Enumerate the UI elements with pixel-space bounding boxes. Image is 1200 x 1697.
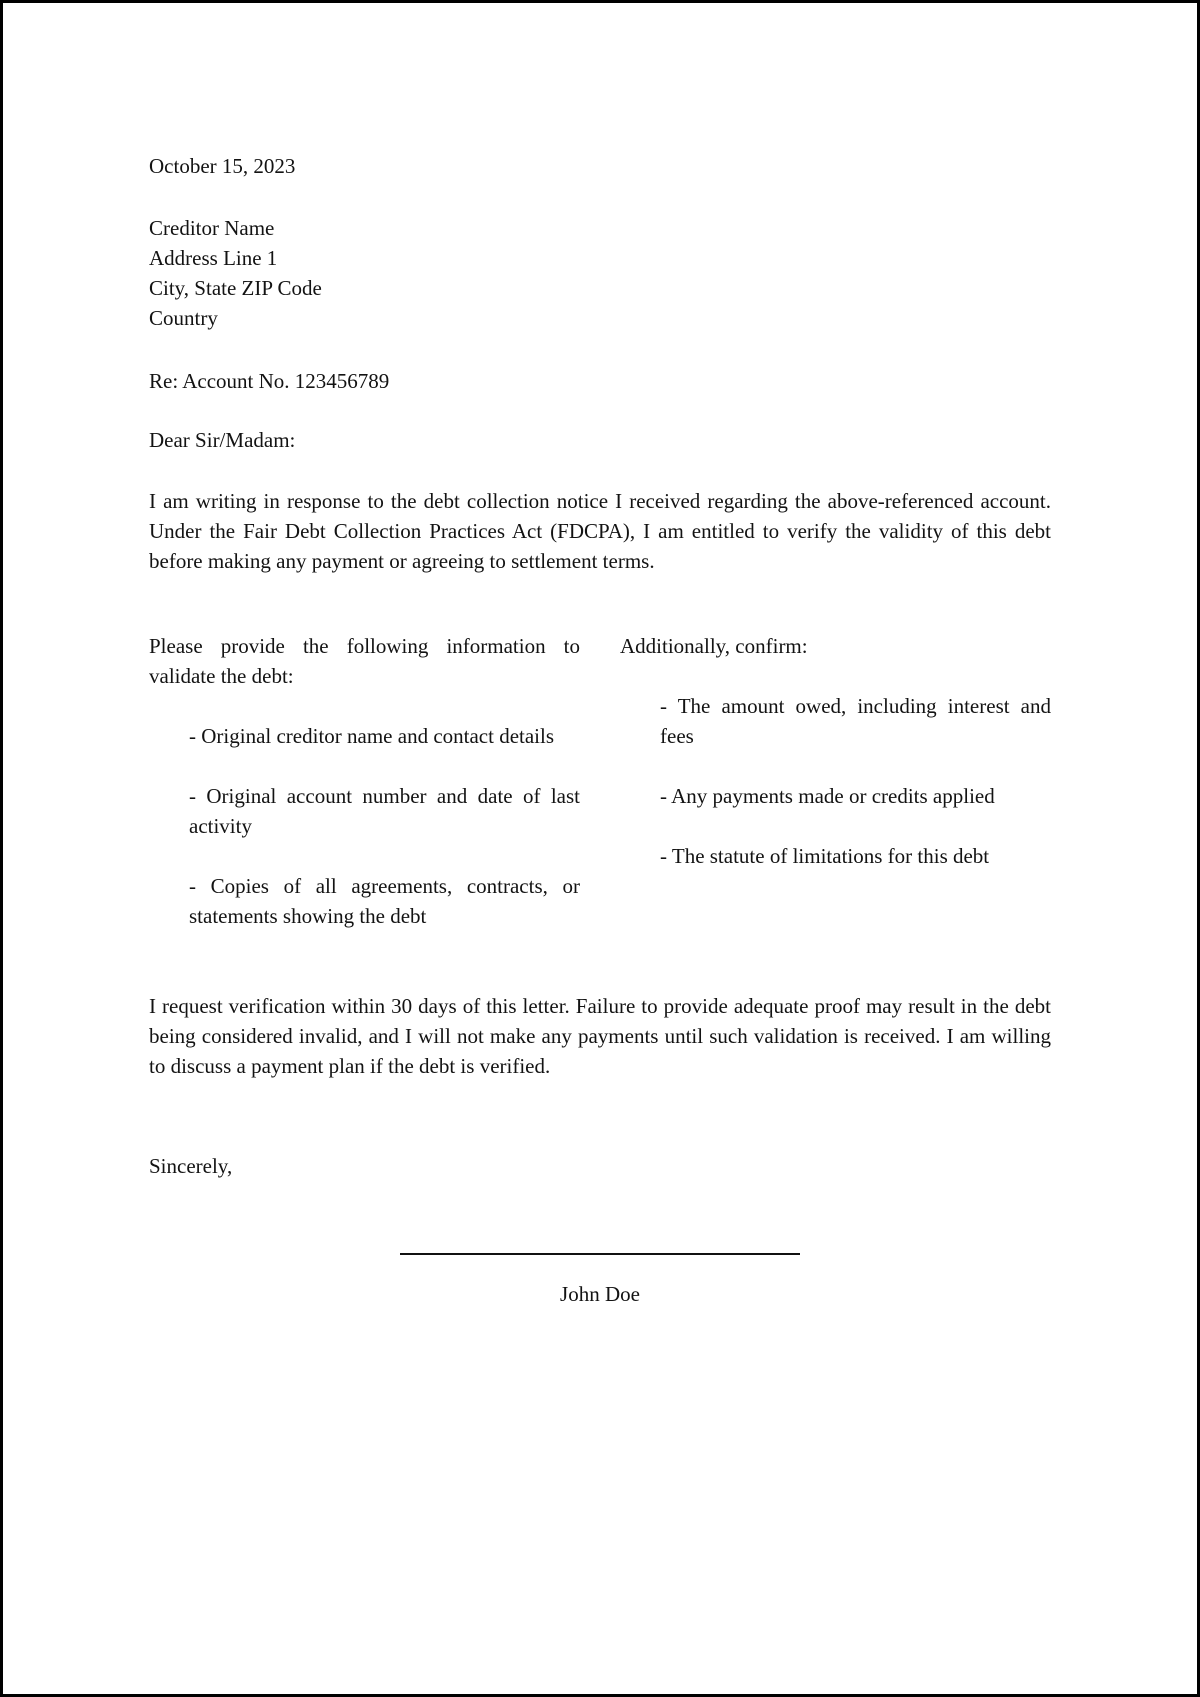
request-columns [149,631,1051,931]
right-bullet-payments: - Any payments made or credits applied [660,784,995,808]
valediction: Sincerely, [149,1154,233,1178]
reference-line: Re: Account No. 123456789 [149,369,390,393]
column-right [620,631,1051,931]
recipient-city-line: City, State ZIP Code [149,276,322,300]
column-left [149,631,580,931]
intro-paragraph: I am writing in response to the debt collection notice I received regarding the above-referenced account. Under the Fair Debt Collection Practices Act (FDCPA), I am entitled to verify the validity of this debt before making any payment or agreeing to settlement terms. [149,489,1051,573]
left-bullet-creditor-details: - Original creditor name and contact details [189,724,555,748]
right-bullet-statute: - The statute of limitations for this debt [660,844,990,868]
left-bullet-account-number: - Original account number and date of last activity [189,784,580,838]
right-bullet-amount-owed: - The amount owed, including interest and fees [660,694,1051,748]
salutation: Dear Sir/Madam: [149,428,296,452]
recipient-address-line: Address Line 1 [149,246,278,270]
recipient-name: Creditor Name [149,216,275,240]
left-bullet-agreements: - Copies of all agreements, contracts, or statements showing the debt [189,874,580,928]
letter-date: October 15, 2023 [149,154,296,178]
signature-name: John Doe [560,1282,640,1306]
recipient-block [149,213,1051,333]
signature-line [400,1253,800,1255]
signature-block [149,1253,1051,1309]
recipient-country: Country [149,306,218,330]
right-column-heading: Additionally, confirm: [620,634,808,658]
verification-paragraph: I request verification within 30 days of this letter. Failure to provide adequate proof may result in the debt being considered invalid, and I will not make any payments until such validation is received. I am willing to discuss a payment plan if the debt is verified. [149,994,1051,1078]
left-column-heading: Please provide the following information to validate the debt: [149,634,580,688]
